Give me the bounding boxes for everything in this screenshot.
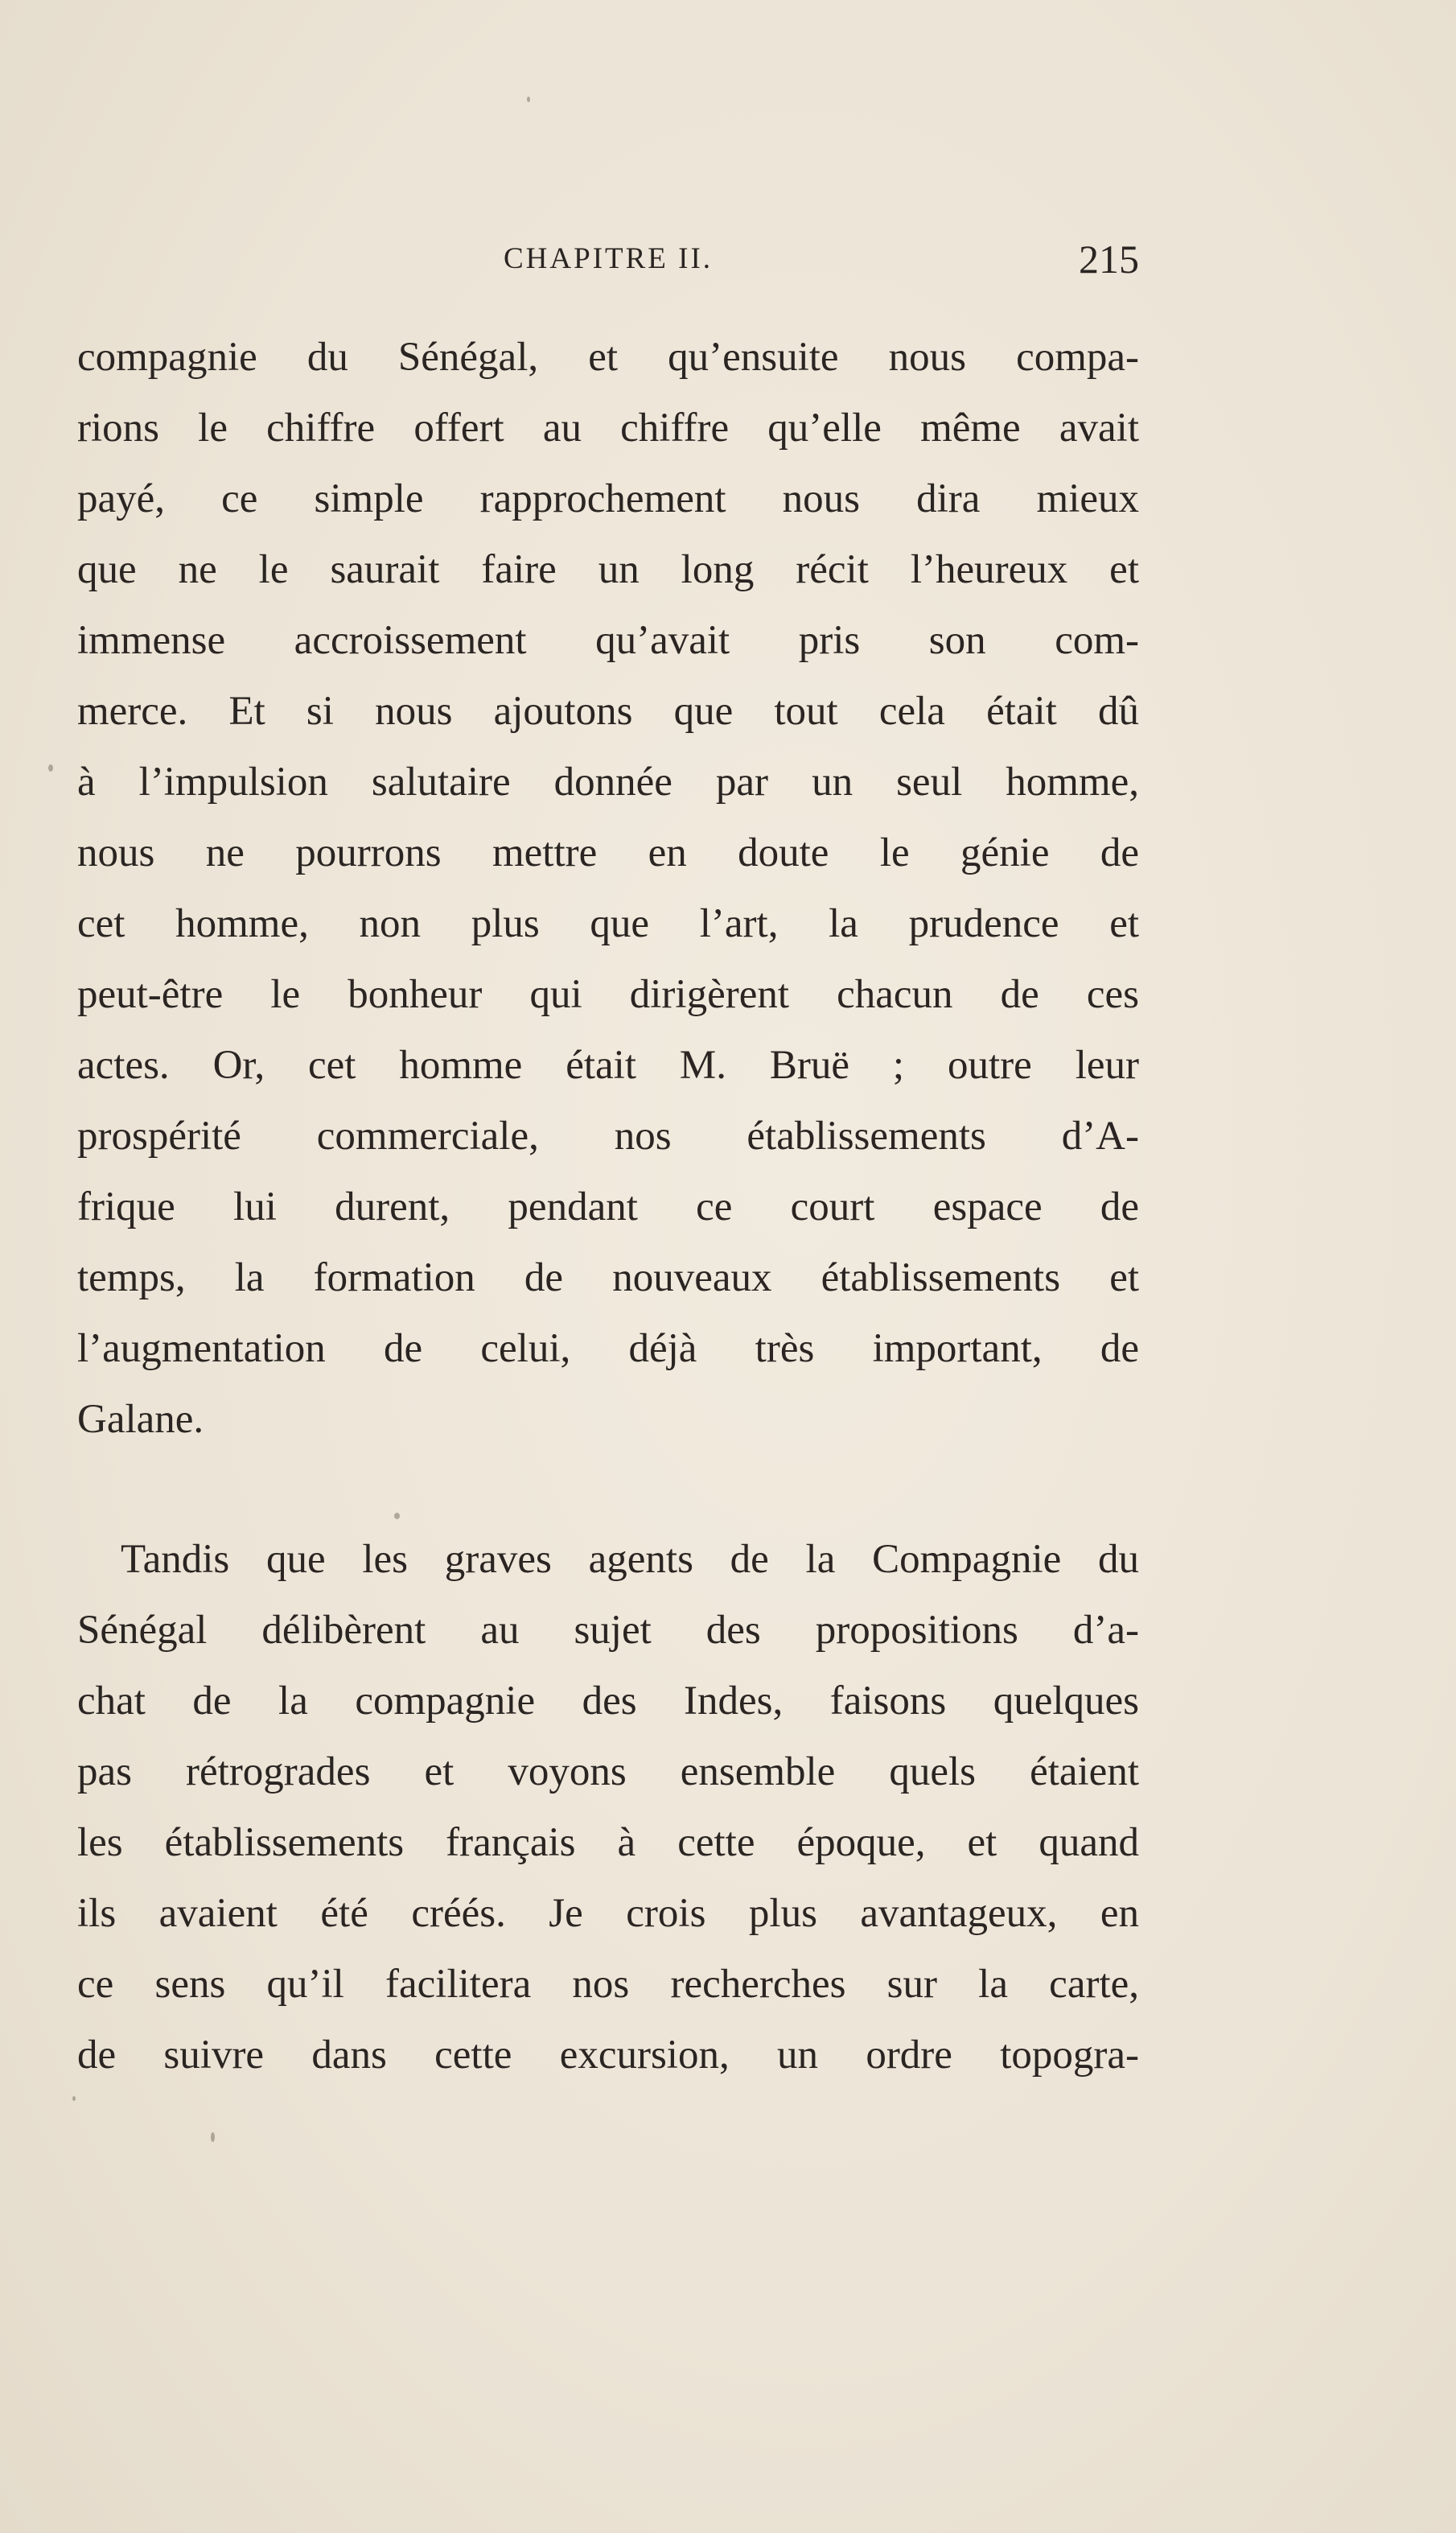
text-line: prospérité commerciale, nos établissements d’A-: [77, 1114, 1139, 1159]
text-line: que ne le saurait faire un long récit l’heureux et: [77, 547, 1139, 592]
text-line: merce. Et si nous ajoutons que tout cela était dû: [77, 689, 1139, 734]
text-line: à l’impulsion salutaire donnée par un seul homme,: [77, 760, 1139, 805]
text-line: peut-être le bonheur qui dirigèrent chacun de ces: [77, 972, 1139, 1017]
chapter-title: CHAPITRE II.: [504, 242, 714, 275]
text-line: payé, ce simple rapprochement nous dira mieux: [77, 476, 1139, 521]
text-line: temps, la formation de nouveaux établissements et: [77, 1255, 1139, 1300]
page-number: 215: [1079, 237, 1139, 282]
text-line: frique lui durent, pendant ce court espace de: [77, 1184, 1139, 1229]
paper-speck: [394, 1513, 400, 1519]
text-line: actes. Or, cet homme était M. Bruë ; outre leur: [77, 1043, 1139, 1088]
paragraph-1: [77, 322, 1139, 1455]
text-line: Tandis que les graves agents de la Compagnie du: [121, 1537, 1139, 1582]
text-line: ce sens qu’il facilitera nos recherches sur la carte,: [77, 1962, 1139, 2007]
text-line: Sénégal délibèrent au sujet des propositions d’a-: [77, 1608, 1139, 1653]
running-head: [77, 235, 1139, 283]
text-line: de suivre dans cette excursion, un ordre topogra-: [77, 2033, 1139, 2078]
text-line: cet homme, non plus que l’art, la prudence et: [77, 901, 1139, 946]
text-line: Galane.: [77, 1397, 204, 1442]
text-line: les établissements français à cette époque, et quand: [77, 1820, 1139, 1865]
paper-speck: [527, 97, 530, 102]
paper-speck: [72, 2096, 76, 2101]
text-line: chat de la compagnie des Indes, faisons quelques: [77, 1678, 1139, 1724]
text-line: nous ne pourrons mettre en doute le génie de: [77, 830, 1139, 875]
text-line: immense accroissement qu’avait pris son com-: [77, 618, 1139, 663]
text-line: l’augmentation de celui, déjà très important, de: [77, 1326, 1139, 1371]
paragraph-2: [77, 1524, 1139, 2090]
text-line: rions le chiffre offert au chiffre qu’elle même avait: [77, 406, 1139, 451]
text-line: compagnie du Sénégal, et qu’ensuite nous compa-: [77, 335, 1139, 380]
paper-speck: [211, 2132, 215, 2142]
text-line: ils avaient été créés. Je crois plus avantageux, en: [77, 1891, 1139, 1936]
paper-speck: [48, 764, 53, 772]
text-line: pas rétrogrades et voyons ensemble quels étaient: [77, 1749, 1139, 1794]
